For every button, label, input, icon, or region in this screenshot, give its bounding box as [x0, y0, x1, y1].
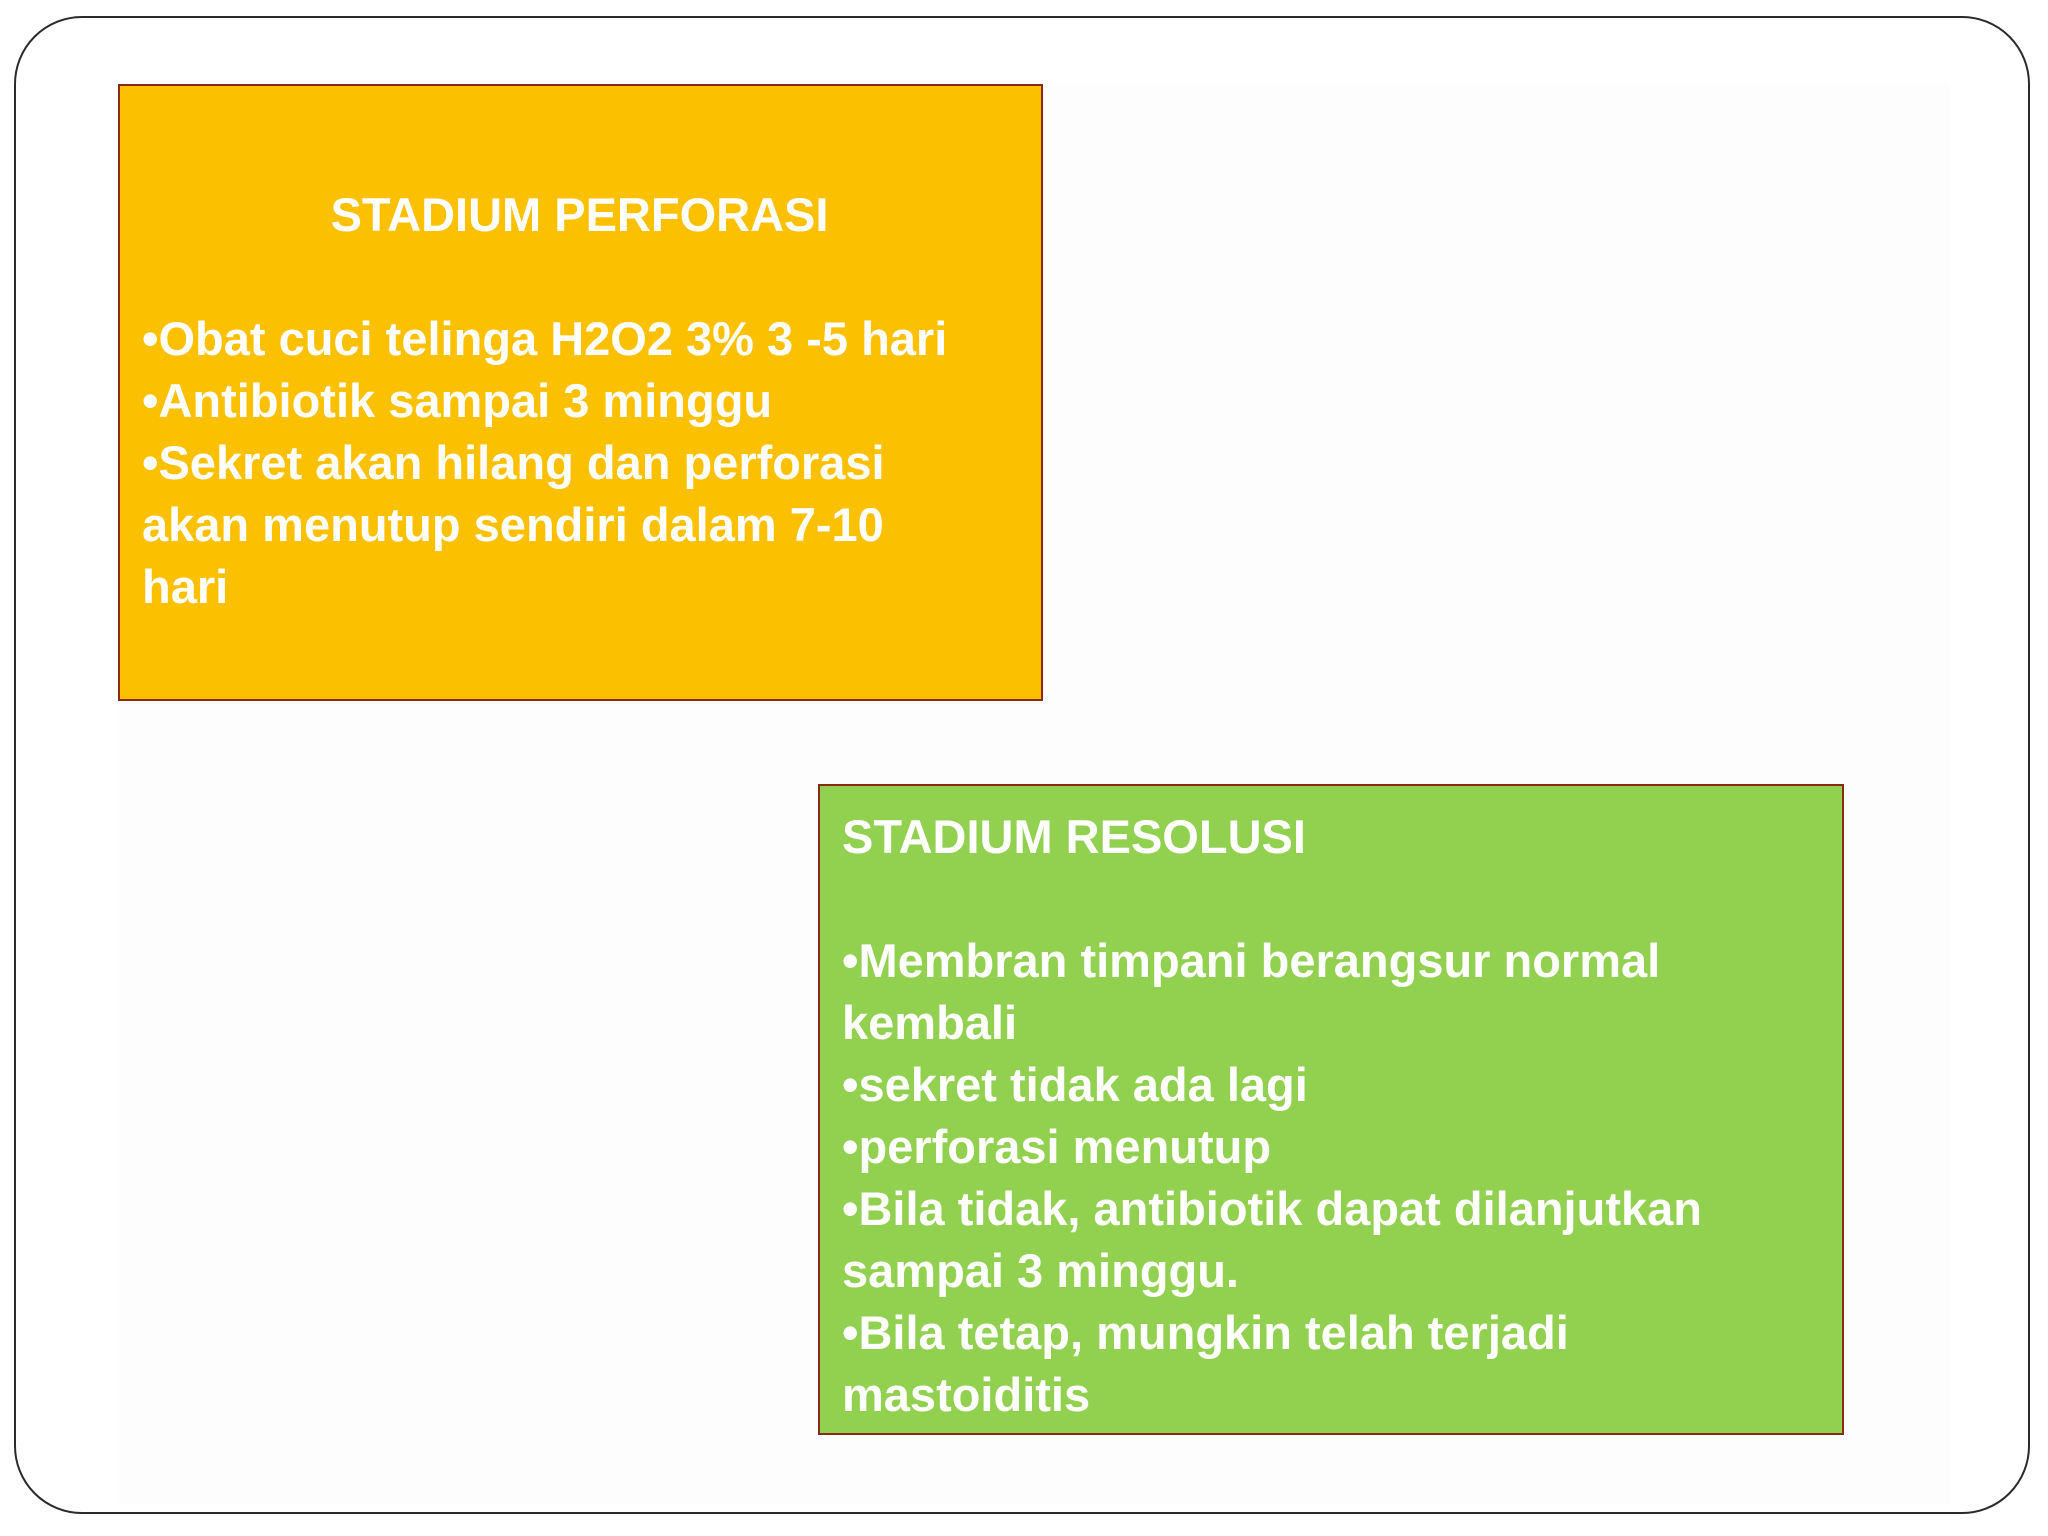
stadium-perforasi-box [118, 84, 1043, 701]
perforasi-bullet-2: •Antibiotik sampai 3 minggu [142, 374, 773, 427]
resolusi-bullet-3: •perforasi menutup [842, 1120, 1272, 1173]
perforasi-bullet-3: •Sekret akan hilang dan perforasi akan menutup sendiri dalam 7-10 hari [142, 436, 885, 613]
resolusi-bullet-4: •Bila tidak, antibiotik dapat dilanjutkan sampai 3 minggu. [842, 1182, 1702, 1297]
title-spacer [142, 246, 1029, 308]
title-spacer [842, 868, 1830, 930]
perforasi-bullet-1: •Obat cuci telinga H2O2 3% 3 -5 hari [142, 312, 948, 365]
resolusi-bullet-5: •Bila tetap, mungkin telah terjadi mastoiditis [842, 1306, 1569, 1421]
stadium-resolusi-box [818, 784, 1844, 1435]
stadium-perforasi-title: STADIUM PERFORASI [330, 188, 829, 241]
stadium-resolusi-title: STADIUM RESOLUSI [842, 810, 1306, 863]
resolusi-bullet-1: •Membran timpani berangsur normal kembali [842, 934, 1661, 1049]
resolusi-bullet-2: •sekret tidak ada lagi [842, 1058, 1308, 1111]
